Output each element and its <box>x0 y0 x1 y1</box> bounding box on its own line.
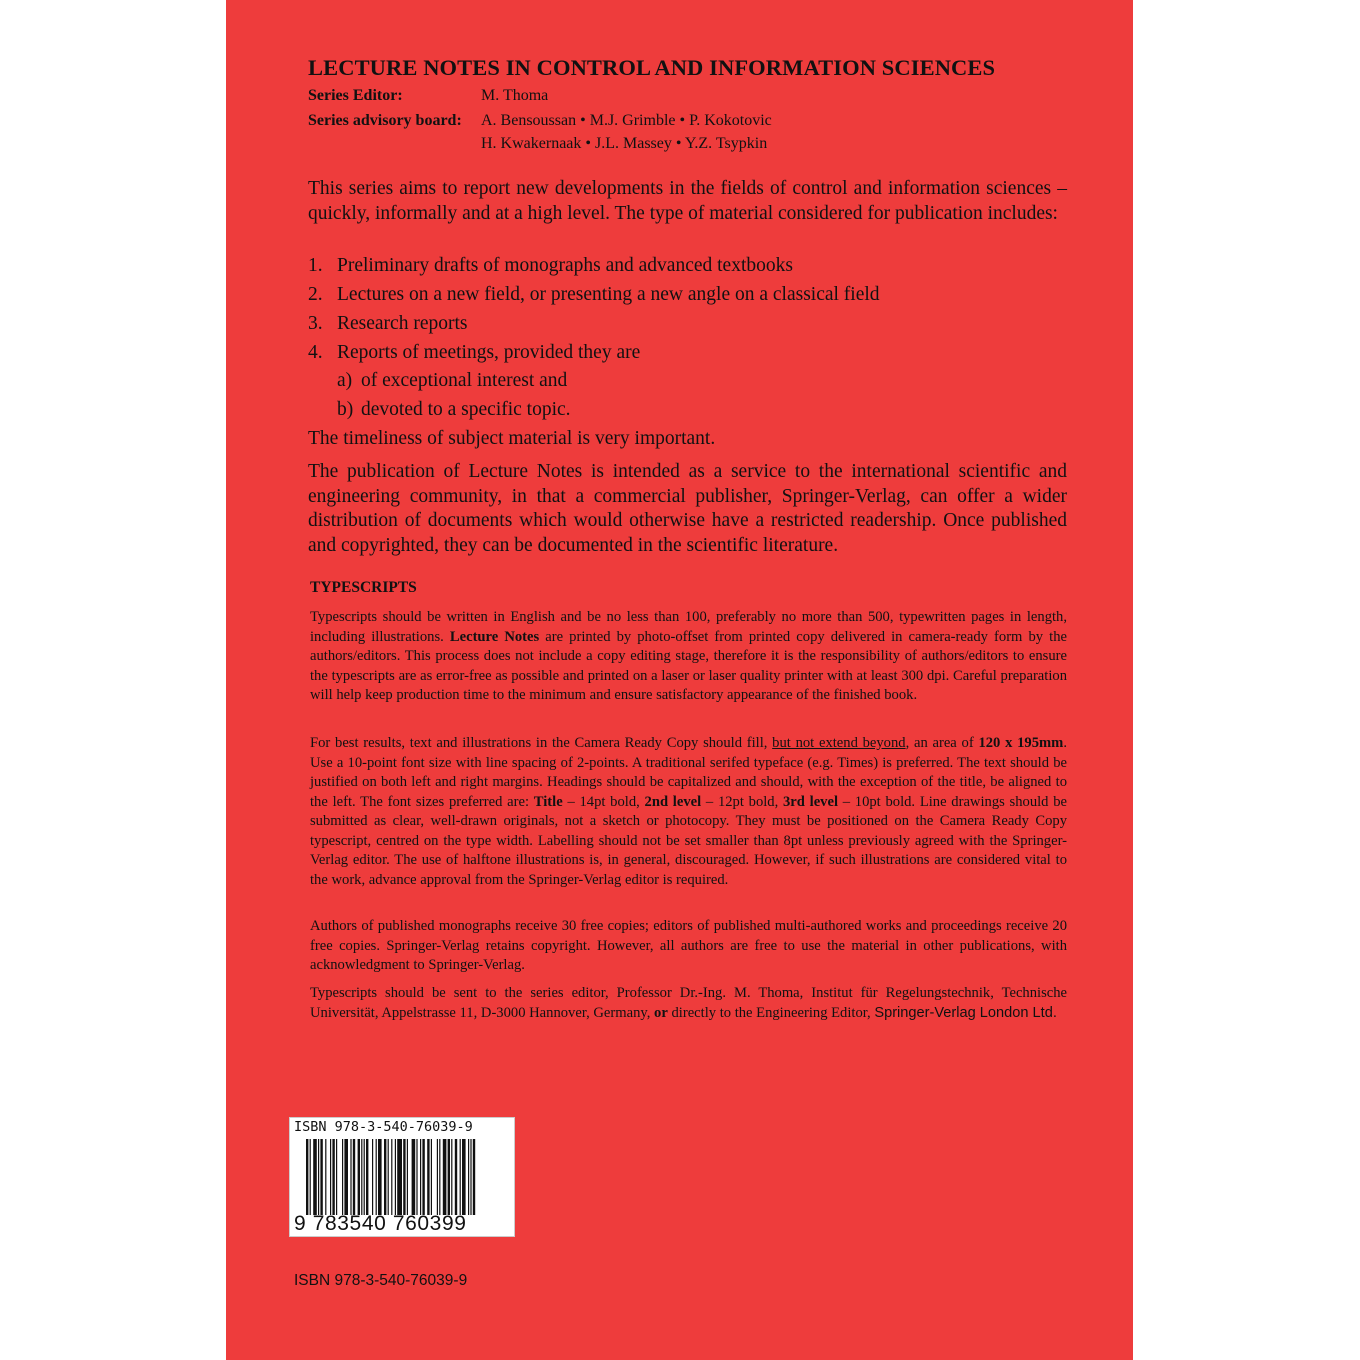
sublist-item-text: devoted to a specific topic. <box>361 399 571 420</box>
list-item <box>308 342 641 364</box>
springer-london-name: Springer-Verlag London Ltd. <box>874 1004 1057 1021</box>
barcode <box>289 1117 515 1237</box>
lecture-notes-bold: Lecture Notes <box>449 628 540 645</box>
barcode-isbn-label: ISBN 978-3-540-76039-9 <box>294 1119 473 1135</box>
barcode-digits: 9 783540 760399 <box>294 1212 467 1235</box>
list-item-text: Preliminary drafts of monographs and advanced textbooks <box>337 255 793 276</box>
sublist-item-text: of exceptional interest and <box>361 370 568 391</box>
p1-text-c: are printed by photo-offset from printed copy delivered in camera-ready form by the authors/editors. This process does not include a copy editing stage, therefore it is the responsibility of authors/editors to ensure the typescripts are as error-free as possible and printed on a laser or laser quality printer with at least 300 dpi. Careful preparation will help keep production time to the minimum and ensure satisfactory appearance of the finished book. <box>310 628 1067 704</box>
p1-text-a: Typescripts should be written in English and be no less than 100, preferably no more than 500, typewritten pages in length, including illustrations. <box>310 609 1067 645</box>
p4-text-c: directly to the Engineering Editor, <box>667 1004 875 1021</box>
sublist-item-letter: a) <box>337 370 353 391</box>
p2-text-b: , an area of <box>905 735 979 751</box>
second-level-bold: 2nd level <box>644 793 702 810</box>
or-bold: or <box>654 1004 668 1021</box>
p2-text-d: . Use a 10-point font size with line spacing of 2-points. A traditional serifed typeface (e.g. Times) is preferred. The text should be justified on both left and right margins. Headings should be capitalized and should, with the exception of the title, be aligned to the left. The font sizes preferred are: <box>310 735 1067 810</box>
typescripts-paragraph-4 <box>310 984 1067 1023</box>
not-extend-underline: but not extend beyond <box>772 735 906 751</box>
list-item <box>308 313 468 335</box>
p2-text-h: – 12pt bold, <box>701 793 783 810</box>
series-title: LECTURE NOTES IN CONTROL AND INFORMATION SCIENCES <box>308 55 996 80</box>
area-size-bold: 120 x 195mm <box>978 735 1064 751</box>
title-bold: Title <box>533 793 563 810</box>
list-item <box>308 284 880 306</box>
list-item-number: 1. <box>308 255 323 276</box>
list-item-number: 2. <box>308 284 323 305</box>
publication-paragraph: The publication of Lecture Notes is intended as a service to the international scientific and engineering community, in that a commercial publisher, Springer-Verlag, can offer a wider distribution of documents which would otherwise have a restricted readership. Once published and copyrighted, they can be documented in the scientific literature. <box>308 461 1067 557</box>
isbn-number: ISBN 978-3-540-76039-9 <box>294 1272 468 1289</box>
p2-text-j: – 10pt bold. Line drawings should be submitted as clear, well-drawn originals, not a sketch or photocopy. They must be positioned on the Camera Ready Copy typescript, centred on the type width. Labelling should not be set smaller than 8pt unless previously agreed with the Springer-Verlag editor. The use of halftone illustrations is, in general, discouraged. However, if such illustrations are considered vital to the work, advance approval from the Springer-Verlag editor is required. <box>310 793 1067 888</box>
series-intro-paragraph: This series aims to report new developments in the fields of control and information sciences – quickly, informally and at a high level. The type of material considered for publication includes: <box>308 178 1067 224</box>
p2-text-f: – 14pt bold, <box>562 793 645 810</box>
typescripts-paragraph-3: Authors of published monographs receive 30 free copies; editors of published multi-authored works and proceedings receive 20 free copies. Springer-Verlag retains copyright. However, all authors are free to use the material in other publications, with acknowledgment to Springer-Verlag. <box>310 918 1067 974</box>
advisory-board-label: Series advisory board: <box>308 112 462 129</box>
list-item <box>308 255 793 277</box>
list-item-text: Lectures on a new field, or presenting a new angle on a classical field <box>337 284 880 305</box>
list-item-text: Research reports <box>337 313 468 334</box>
advisory-board-line-2: H. Kwakernaak • J.L. Massey • Y.Z. Tsypkin <box>481 135 768 152</box>
typescripts-heading: TYPESCRIPTS <box>310 579 417 596</box>
advisory-board-line-1: A. Bensoussan • M.J. Grimble • P. Kokotovic <box>481 112 772 129</box>
list-item-number: 4. <box>308 342 323 363</box>
sublist-item-letter: b) <box>337 399 354 420</box>
series-editor-label: Series Editor: <box>308 87 403 104</box>
third-level-bold: 3rd level <box>783 793 838 810</box>
sublist-item <box>337 370 568 392</box>
list-item-text: Reports of meetings, provided they are <box>337 342 641 363</box>
p2-text-a: For best results, text and illustrations in the Camera Ready Copy should fill, <box>310 735 773 751</box>
typescripts-paragraph-1 <box>310 608 1067 706</box>
sublist-item <box>337 399 571 421</box>
timeliness-note: The timeliness of subject material is very important. <box>308 428 716 449</box>
barcode-bars <box>306 1139 502 1215</box>
typescripts-paragraph-2 <box>310 734 1067 890</box>
list-item-number: 3. <box>308 313 323 334</box>
series-editor-name: M. Thoma <box>481 87 549 104</box>
book-back-cover <box>226 0 1133 1360</box>
p4-text-a: Typescripts should be sent to the series editor, Professor Dr.-Ing. M. Thoma, Institut für Regelungstechnik, Technische Universität, Appelstrasse 11, D-3000 Hannover, Germany, <box>310 985 1067 1021</box>
